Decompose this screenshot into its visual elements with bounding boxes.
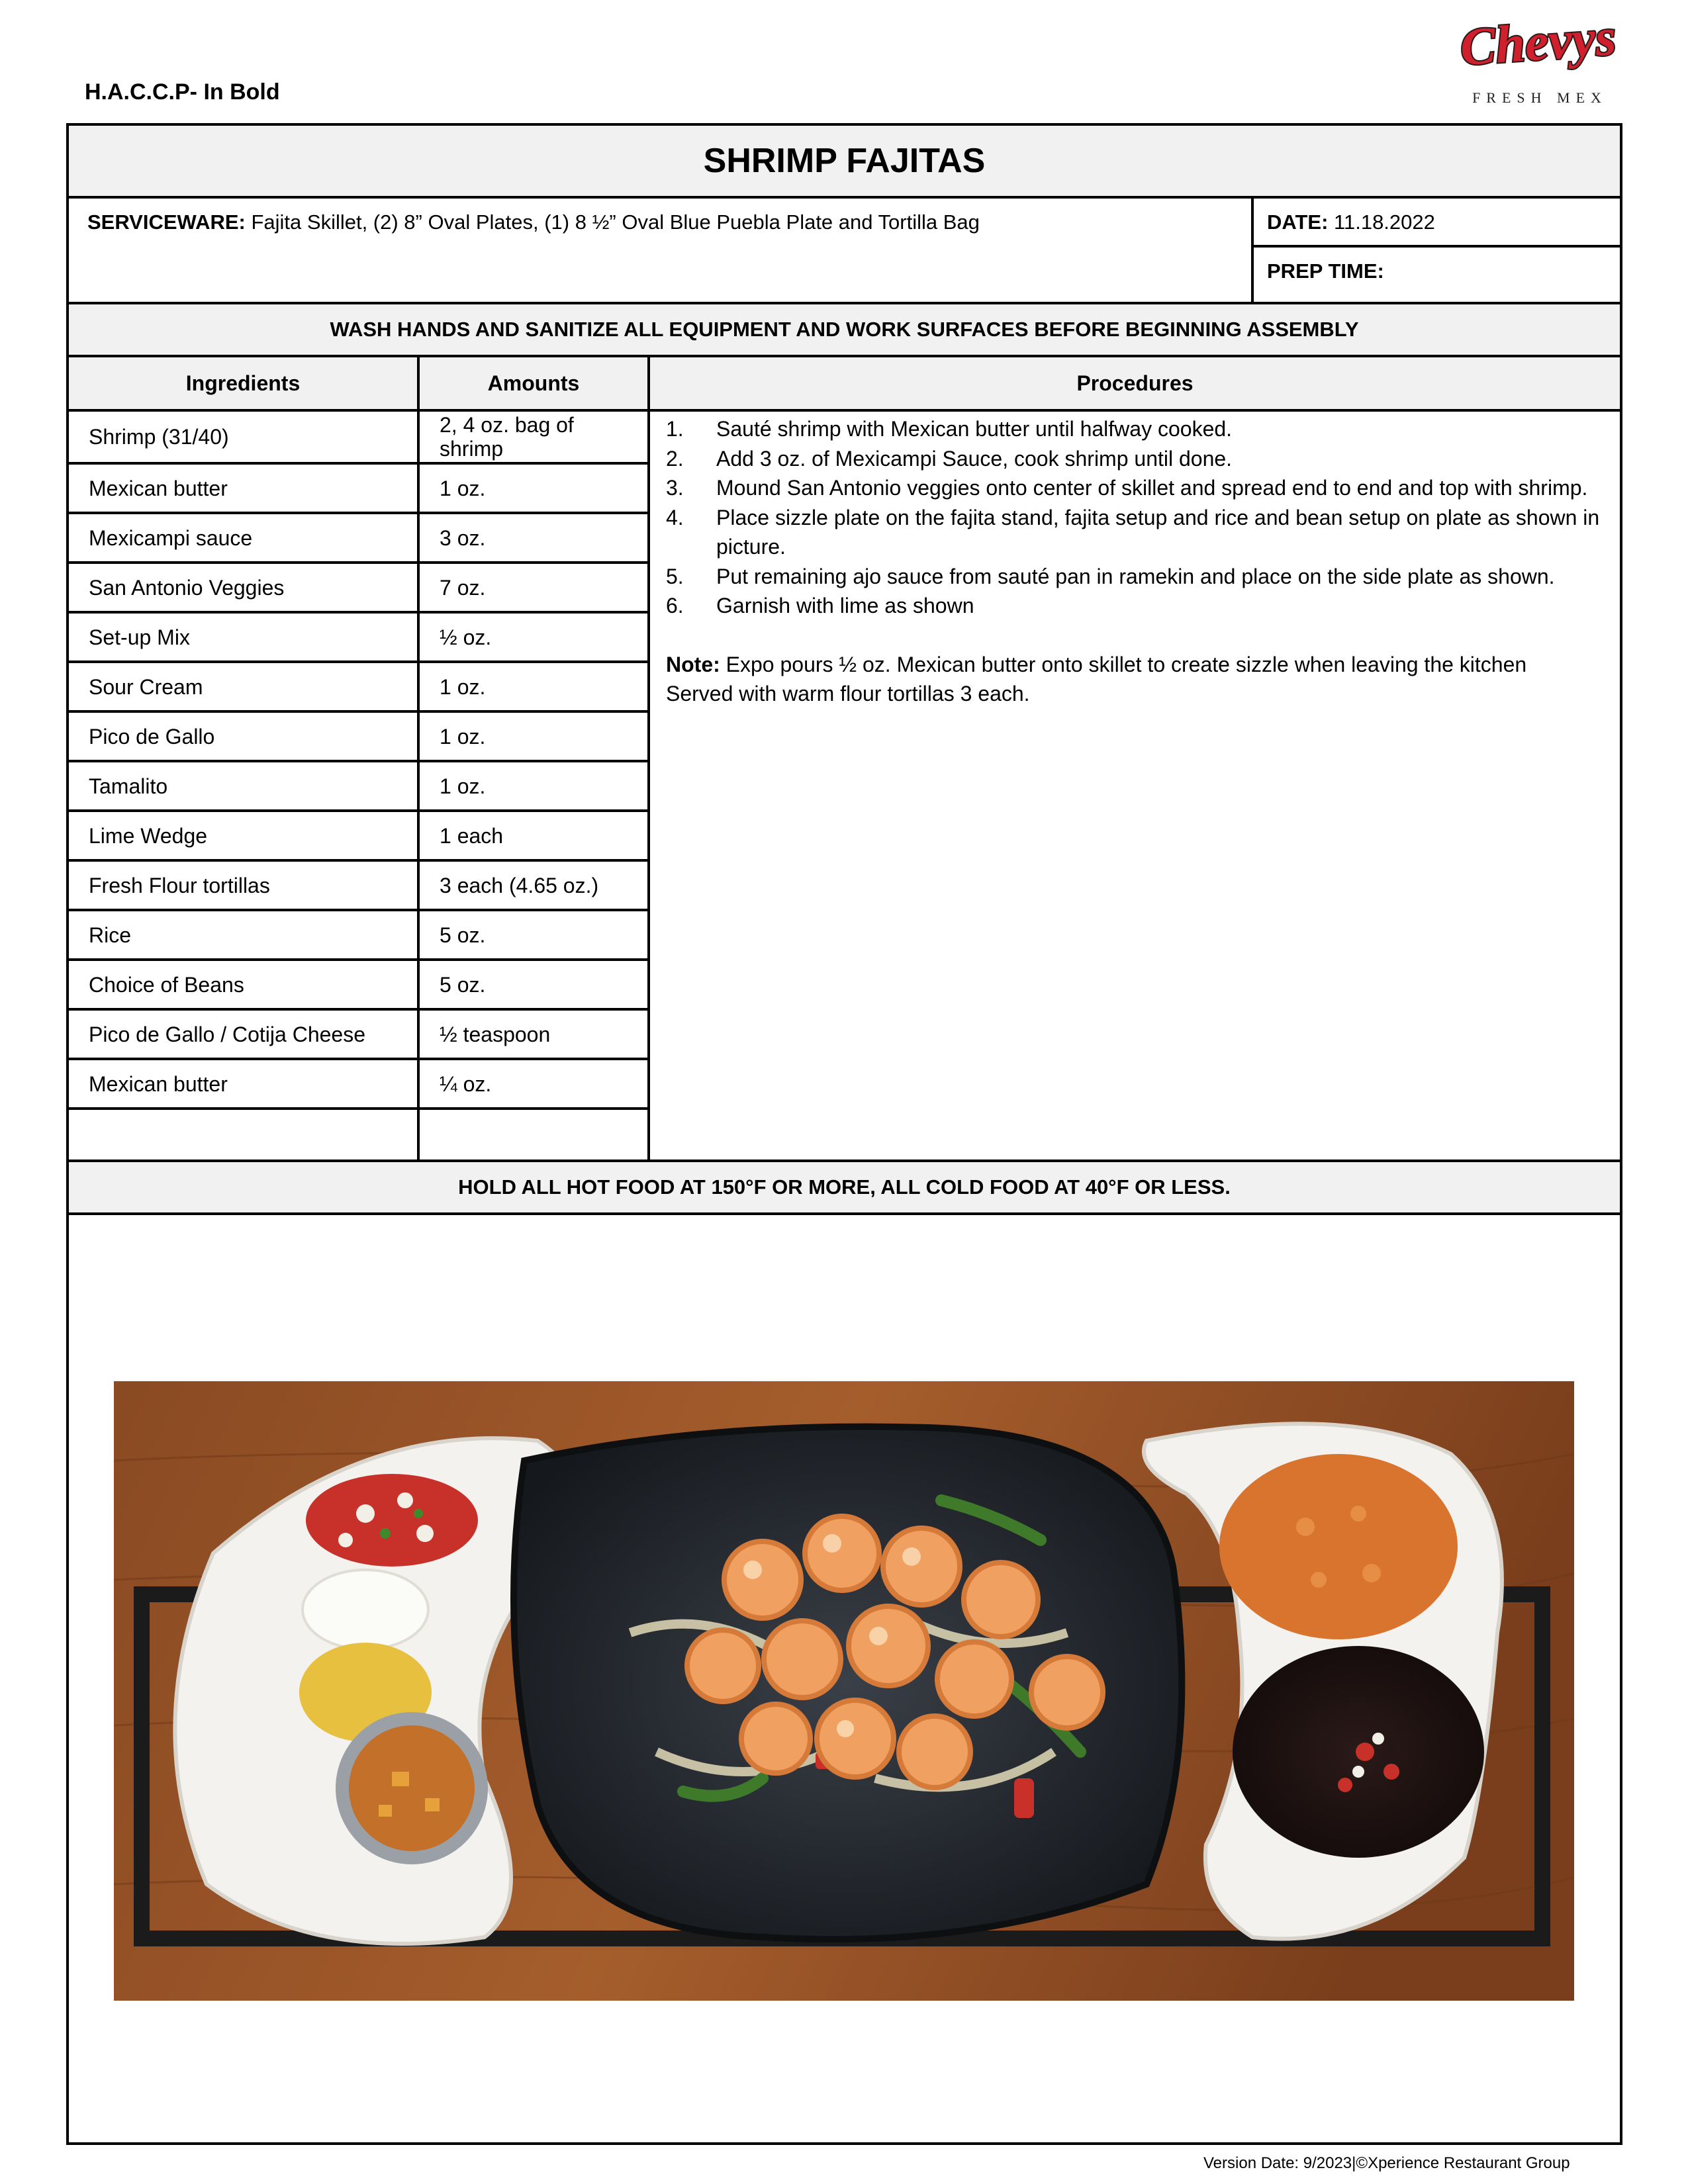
ingredient-name: Mexican butter xyxy=(89,476,228,500)
procedure-list xyxy=(666,414,1606,621)
divider xyxy=(69,1212,1620,1215)
step-text: Put remaining ajo sauce from sauté pan in ramekin and place on the side plate as shown. xyxy=(716,564,1555,588)
ingredient-name: Tamalito xyxy=(89,774,168,798)
ingredient-amount: ½ oz. xyxy=(440,625,492,649)
date-label: DATE: xyxy=(1267,210,1329,234)
divider xyxy=(647,357,650,1160)
hold-notice: HOLD ALL HOT FOOD AT 150°F OR MORE, ALL COLD FOOD AT 40°F OR LESS. xyxy=(69,1162,1620,1212)
svg-text:FRESH MEX: FRESH MEX xyxy=(1472,89,1607,106)
step-text: Garnish with lime as shown xyxy=(716,594,974,617)
row-divider xyxy=(69,1107,650,1110)
header-ingredients: Ingredients xyxy=(185,371,301,395)
procedure-step xyxy=(666,591,1606,621)
ingredient-amount: 5 oz. xyxy=(440,923,486,947)
dish-photo xyxy=(114,1381,1574,2001)
ingredient-amount: ¼ oz. xyxy=(440,1071,492,1096)
step-number: 4. xyxy=(666,505,684,529)
wash-notice: WASH HANDS AND SANITIZE ALL EQUIPMENT AND WORK SURFACES BEFORE BEGINNING ASSEMBLY xyxy=(69,304,1620,355)
step-text: Mound San Antonio veggies onto center of skillet and spread end to end and top with shrimp. xyxy=(716,476,1588,500)
ingredient-amount: 1 each xyxy=(440,823,504,848)
ingredient-name: San Antonio Veggies xyxy=(89,575,285,600)
ingredient-amount: 1 oz. xyxy=(440,476,486,500)
step-text: Add 3 oz. of Mexicampi Sauce, cook shrimp until done. xyxy=(716,446,1233,471)
procedures xyxy=(666,414,1606,709)
ingredient-name: Mexican butter xyxy=(89,1071,228,1096)
divider xyxy=(417,357,420,1160)
ingredient-name: Choice of Beans xyxy=(89,972,244,997)
procedure-step xyxy=(666,473,1606,503)
header-amounts: Amounts xyxy=(487,371,580,395)
ingredient-name: Pico de Gallo / Cotija Cheese xyxy=(89,1022,365,1046)
ingredient-name: Fresh Flour tortillas xyxy=(89,873,270,897)
step-number: 3. xyxy=(666,476,684,500)
note-text: Expo pours ½ oz. Mexican butter onto skillet to create sizzle when leaving the kitchen xyxy=(720,652,1527,676)
serviceware-label: SERVICEWARE: xyxy=(87,210,246,234)
step-number: 1. xyxy=(666,417,684,441)
ingredient-amount: 1 oz. xyxy=(440,724,486,749)
ingredient-amount: 3 oz. xyxy=(440,525,486,550)
haccp-label: H.A.C.C.P- In Bold xyxy=(85,79,280,105)
step-number: 2. xyxy=(666,446,684,471)
ingredient-amount: 1 oz. xyxy=(440,674,486,699)
serviceware-value: Fajita Skillet, (2) 8” Oval Plates, (1) 8 ½” Oval Blue Puebla Plate and Tortilla Bag xyxy=(245,210,980,234)
ingredient-amount: 7 oz. xyxy=(440,575,486,600)
ingredient-amount: 3 each (4.65 oz.) xyxy=(440,873,599,897)
divider xyxy=(1251,196,1254,302)
note xyxy=(666,650,1606,680)
prep-time-label: PREP TIME: xyxy=(1267,259,1384,283)
divider xyxy=(1251,245,1620,248)
ingredient-name: Mexicampi sauce xyxy=(89,525,253,550)
ingredient-name: Set-up Mix xyxy=(89,625,190,649)
ingredient-name: Sour Cream xyxy=(89,674,203,699)
version-footer: Version Date: 9/2023|©Xperience Restaurant Group xyxy=(1203,2154,1570,2172)
procedure-step xyxy=(666,414,1606,444)
procedure-step xyxy=(666,562,1606,592)
step-text: Place sizzle plate on the fajita stand, fajita setup and rice and bean setup on plate as shown in picture. xyxy=(716,505,1600,559)
step-text: Sauté shrimp with Mexican butter until halfway cooked. xyxy=(716,417,1233,441)
step-number: 5. xyxy=(666,564,684,588)
recipe-title: SHRIMP FAJITAS xyxy=(69,126,1620,196)
header-procedures: Procedures xyxy=(1076,371,1194,395)
serviceware xyxy=(87,210,980,234)
date-value: 11.18.2022 xyxy=(1328,210,1435,234)
divider xyxy=(69,196,1620,199)
svg-text:Chevys: Chevys xyxy=(1458,8,1618,77)
ingredient-name: Rice xyxy=(89,923,132,947)
ingredient-amount: 1 oz. xyxy=(440,774,486,798)
procedure-step xyxy=(666,444,1606,474)
note-label: Note: xyxy=(666,652,720,676)
ingredient-amount: ½ teaspoon xyxy=(440,1022,551,1046)
ingredient-name: Shrimp (31/40) xyxy=(89,425,229,449)
ingredient-name: Pico de Gallo xyxy=(89,724,215,749)
ingredient-name: Lime Wedge xyxy=(89,823,208,848)
step-number: 6. xyxy=(666,594,684,617)
ingredient-amount: 2, 4 oz. bag of shrimp xyxy=(440,413,574,461)
chevys-logo xyxy=(1454,7,1626,116)
ingredient-amount: 5 oz. xyxy=(440,972,486,997)
note-text-2: Served with warm flour tortillas 3 each. xyxy=(666,682,1030,705)
date xyxy=(1267,210,1435,234)
procedure-step xyxy=(666,503,1606,562)
